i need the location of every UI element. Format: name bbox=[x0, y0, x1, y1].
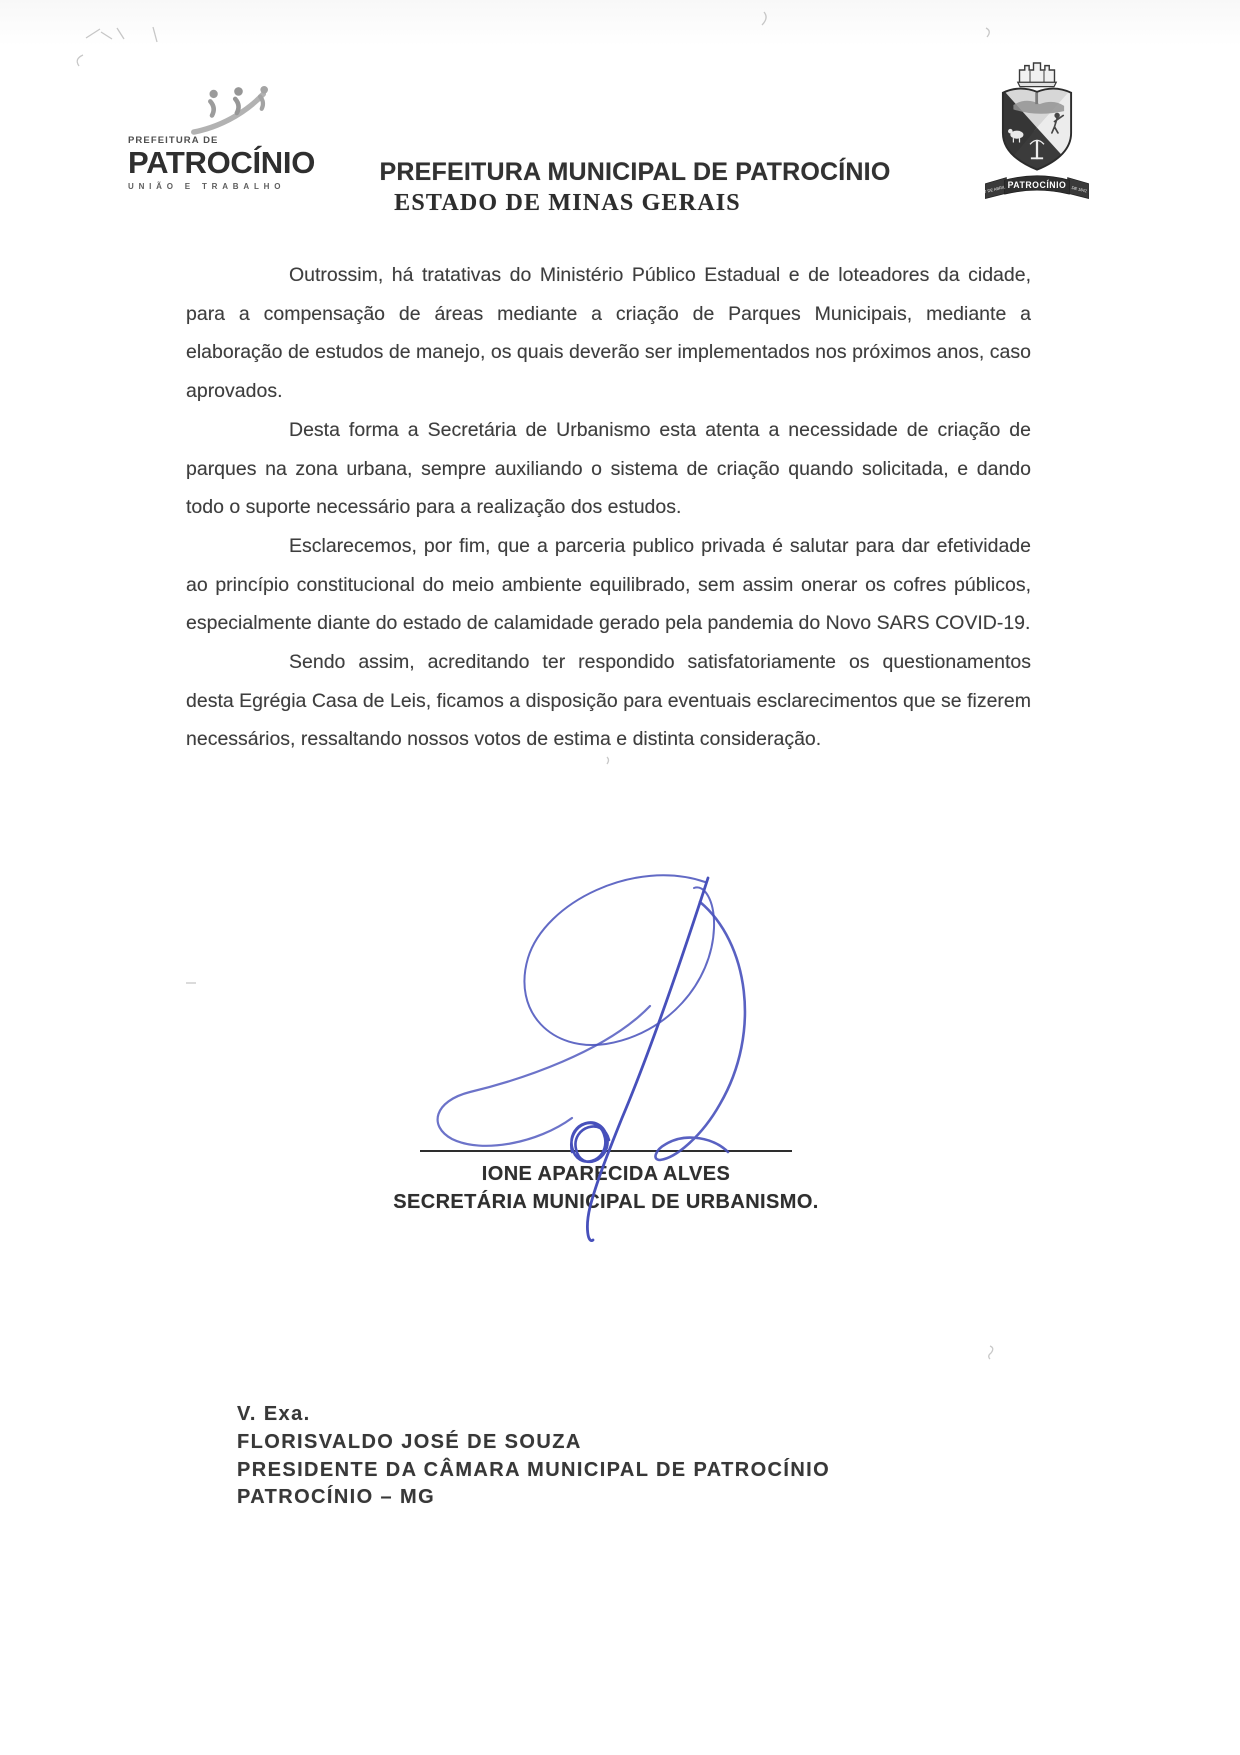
letterhead-title: PREFEITURA MUNICIPAL DE PATROCÍNIO bbox=[379, 158, 891, 186]
logo-city-name: PATROCÍNIO bbox=[128, 145, 316, 180]
body-paragraph-3: Esclarecemos, por fim, que a parceria publico privada é salutar para dar efetividade ao princípio constitucional do meio ambiente equilibrado, sem assim onerar os cofres públicos, especialmente diante do estado de calamidade gerado pela pandemia do Novo SARS COVID-19. bbox=[186, 534, 1031, 635]
crest-banner bbox=[984, 176, 1089, 199]
logo-motto: UNIÃO E TRABALHO bbox=[128, 182, 286, 191]
body-paragraph-4: Sendo assim, acreditando ter respondido satisfatoriamente os questionamentos desta Egrégia Casa de Leis, ficamos a disposição para eventuais esclarecimentos que se fizerem necessários, ressaltando nossos votos de estima e distinta consideração. bbox=[186, 651, 1031, 751]
letterhead-subtitle: ESTADO DE MINAS GERAIS bbox=[394, 190, 741, 216]
municipal-logo bbox=[128, 84, 318, 191]
letter-body bbox=[186, 256, 1031, 759]
coat-of-arms-icon bbox=[980, 56, 1094, 216]
crest-banner-right: DE 1842 bbox=[1071, 184, 1088, 194]
logo-prefeitura-de-label: PREFEITURA DE bbox=[128, 135, 219, 146]
addressee-role: PRESIDENTE DA CÂMARA MUNICIPAL DE PATROCÍNIO bbox=[237, 1458, 831, 1481]
addressee-city: PATROCÍNIO – MG bbox=[237, 1486, 436, 1509]
logo-people-swoosh-icon bbox=[174, 84, 298, 142]
addressee-salutation: V. Exa. bbox=[237, 1403, 311, 1425]
signature-rule bbox=[420, 1150, 792, 1152]
crest-banner-left: 7 DE ABRIL bbox=[983, 184, 1006, 195]
crest-shield-quadrants bbox=[994, 86, 1080, 175]
body-paragraph-2: Desta forma a Secretária de Urbanismo esta atenta a necessidade de criação de parques na zona urbana, sempre auxiliando o sistema de criação quando solicitada, e dando todo o suporte necessário para a realização dos estudos. bbox=[186, 418, 1031, 519]
crest-banner-name: PATROCÍNIO bbox=[1007, 180, 1067, 191]
signer-name: IONE APARECIDA ALVES bbox=[481, 1163, 731, 1185]
crest-crown bbox=[1018, 63, 1056, 87]
addressee-name: FLORISVALDO JOSÉ DE SOUZA bbox=[237, 1430, 582, 1453]
addressee-block bbox=[237, 1401, 830, 1512]
signer-role: SECRETÁRIA MUNICIPAL DE URBANISMO. bbox=[393, 1191, 819, 1213]
body-paragraph-1: Outrossim, há tratativas do Ministério Público Estadual e de loteadores da cidade, para a compensação de áreas mediante a criação de Parques Municipais, mediante a elaboração de estudos de manejo, os quais deverão ser implementados nos próximos anos, caso aprovados. bbox=[186, 264, 1031, 403]
